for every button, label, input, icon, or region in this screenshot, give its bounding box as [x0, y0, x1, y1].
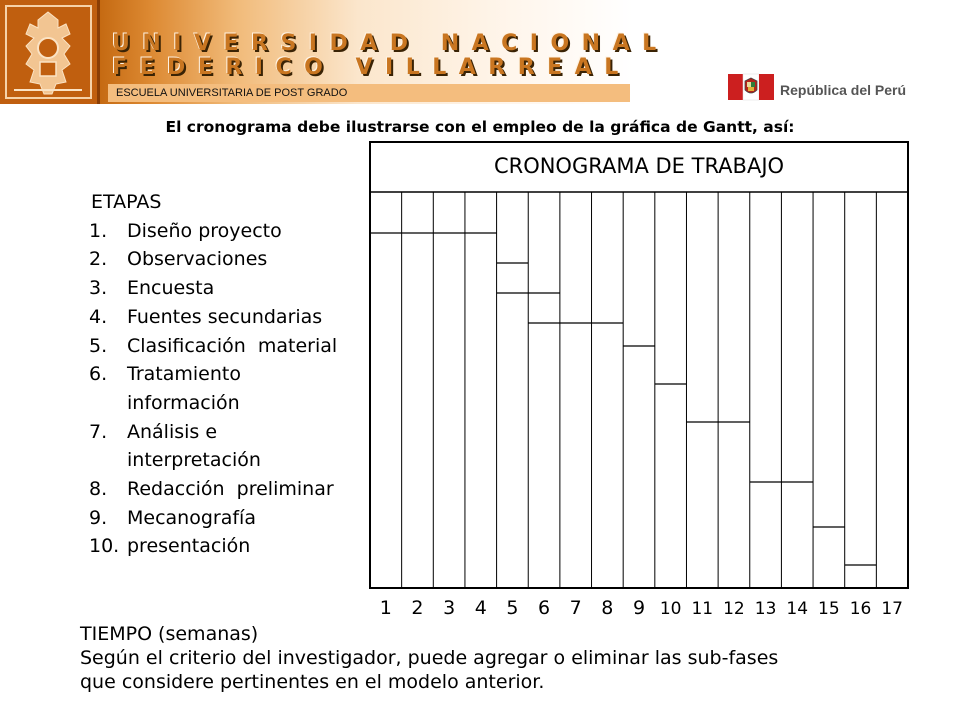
x-tick-label: 2: [411, 597, 424, 619]
x-tick-label: 13: [754, 599, 777, 619]
stage-label: Redacción preliminar: [127, 478, 334, 501]
stage-number: 4.: [89, 305, 108, 328]
x-tick-label: 17: [881, 599, 903, 619]
chart-frame: [370, 142, 908, 588]
stage-number: 5.: [89, 334, 108, 357]
x-tick-label: 9: [632, 597, 646, 619]
x-tick-label: 15: [818, 599, 840, 619]
x-tick-label: 6: [538, 597, 551, 619]
x-tick-label: 1: [379, 597, 392, 619]
chart-title: CRONOGRAMA DE TRABAJO: [493, 154, 785, 178]
stage-number: 7.: [89, 420, 108, 443]
stages-title: ETAPAS: [91, 191, 162, 213]
university-name-line1: UNIVERSIDAD NACIONAL: [112, 31, 669, 56]
note-line-2: que considere pertinentes en el modelo anterior.: [80, 671, 545, 693]
x-tick-label: 4: [474, 597, 487, 619]
x-tick-label: 8: [601, 597, 614, 619]
stage-number: 8.: [89, 478, 108, 501]
stage-number: 9.: [89, 506, 108, 529]
stage-label: Fuentes secundarias: [127, 305, 323, 328]
stage-label: Mecanografía: [127, 506, 256, 529]
x-tick-label: 16: [849, 599, 872, 619]
footer-text: [80, 622, 940, 694]
page-heading: El cronograma debe ilustrarse con el empleo de la gráfica de Gantt, así:: [165, 118, 795, 136]
x-tick-label: 12: [723, 599, 745, 619]
stage-number: 2.: [89, 248, 108, 271]
x-tick-label: 14: [786, 599, 809, 619]
note-line-1: Según el criterio del investigador, puede agregar o eliminar las sub-fases: [80, 647, 779, 669]
stage-number: 10.: [89, 535, 120, 558]
x-tick-label: 3: [443, 597, 456, 619]
x-tick-label: 5: [506, 597, 519, 619]
country-label: República del Perú: [780, 82, 907, 98]
stage-label: presentación: [127, 535, 251, 558]
stage-label: Clasificación material: [127, 334, 338, 357]
x-axis-label: TIEMPO (semanas): [80, 623, 259, 645]
stage-number: 1.: [89, 219, 108, 242]
stage-number: 6.: [89, 363, 108, 386]
x-tick-label: 11: [691, 599, 714, 619]
x-tick-label: 10: [659, 599, 682, 619]
stage-label: Observaciones: [127, 248, 268, 271]
stage-number: 3.: [89, 277, 108, 300]
school-label: ESCUELA UNIVERSITARIA DE POST GRADO: [108, 84, 630, 102]
stage-label: Diseño proyecto: [127, 219, 282, 242]
stage-label: Tratamiento información: [127, 363, 241, 414]
stage-label: Encuesta: [127, 277, 215, 300]
x-tick-label: 7: [569, 597, 582, 619]
stage-label: Análisis e interpretación: [127, 420, 261, 472]
university-name-line2: FEDERICO VILLARREAL: [112, 55, 631, 80]
